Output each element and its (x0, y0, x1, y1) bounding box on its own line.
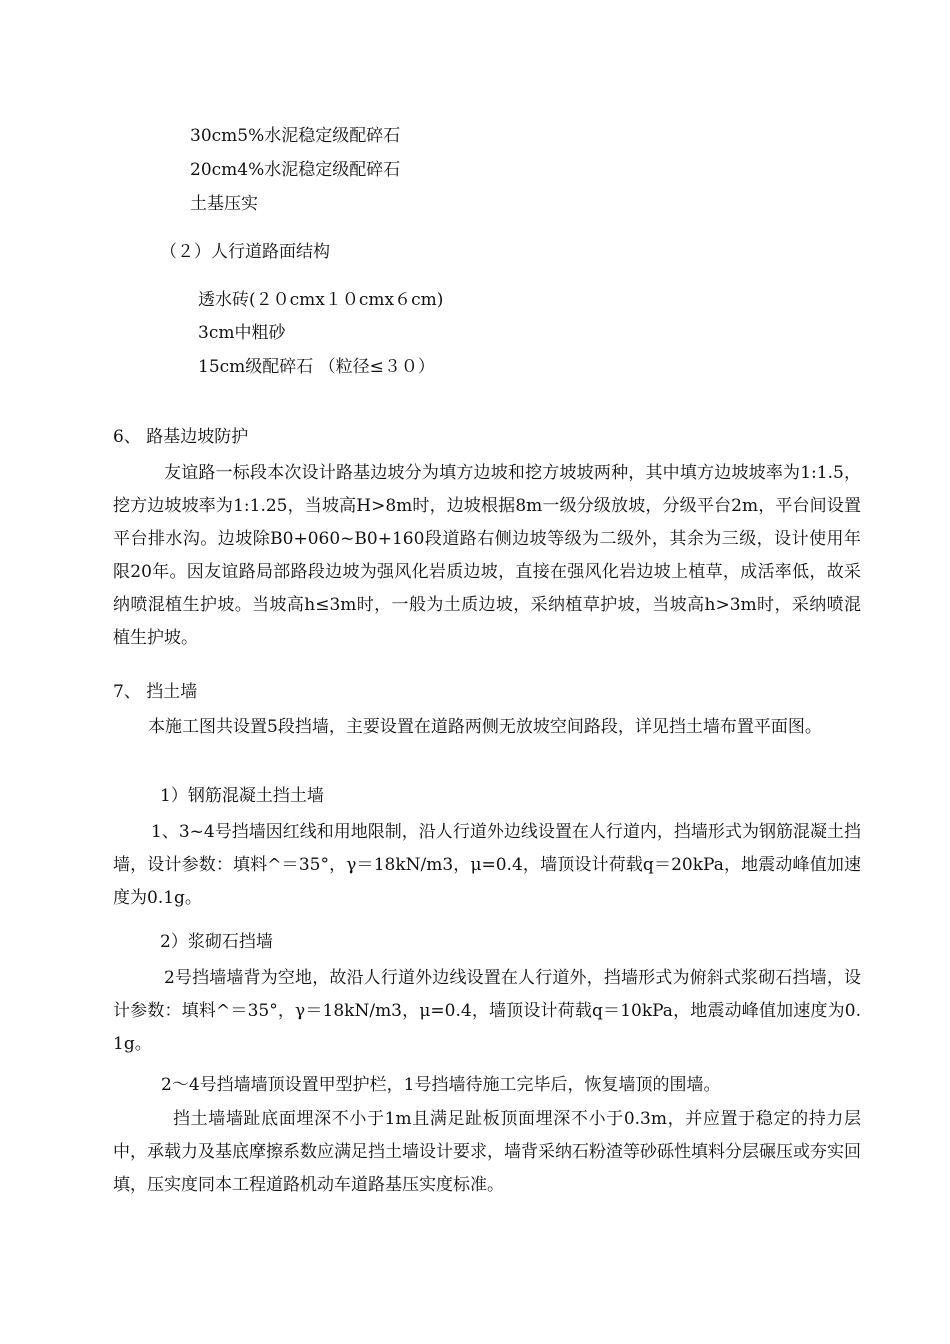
section-6-heading: 6、 路基边坡防护 (113, 427, 249, 447)
subsection-2-paragraph: 2号挡墙墙背为空地，故沿人行道外边线设置在人行道外，挡墙形式为俯斜式浆砌石挡墙，设计参数：填料^＝35°，γ＝18kN/m3，μ=0.4，墙顶设计荷载q＝10kPa，地震动峰值加速度为0.1g。 (113, 968, 861, 1054)
sidewalk-layer-3: 15cm级配碎石 （粒径≤３０） (198, 357, 435, 377)
pavement-layer-2: 20cm4%水泥稳定级配碎石 (190, 160, 401, 180)
section-7-heading: 7、 挡土墙 (113, 682, 198, 702)
guardrail-note: 2～4号挡墙墙顶设置甲型护栏，1号挡墙待施工完毕后，恢复墙顶的围墙。 (161, 1075, 721, 1095)
sidewalk-layer-2: 3cm中粗砂 (198, 323, 286, 343)
subsection-1-paragraph: 1、3~4号挡墙因红线和用地限制，沿人行道外边线设置在人行道内，挡墙形式为钢筋混凝土挡墙，设计参数：填料^＝35°，γ＝18kN/m3，μ=0.4，墙顶设计荷载q＝20kPa，地震动峰值加速度为0.1g。 (113, 822, 861, 908)
pavement-layer-1: 30cm5%水泥稳定级配碎石 (190, 126, 401, 146)
sidewalk-layer-1: 透水砖(２０cmx１０cmx６cm) (198, 290, 444, 310)
section-6-paragraph: 友谊路一标段本次设计路基边坡分为填方边坡和挖方坡坡两种，其中填方边坡坡率为1:1.5，挖方边坡坡率为1:1.25，当坡高H>8m时，边坡根据8m一级分级放坡，分级平台2m，平台间设置平台排水沟。边坡除B0+060~B0+160段道路右侧边坡等级为二级外，其余为三级，设计使用年限20年。因友谊路局部路段边坡为强风化岩质边坡，直接在强风化岩边坡上植草，成活率低，故采纳喷混植生护坡。当坡高h≤3m时，一般为土质边坡，采纳植草护坡，当坡高h>3m时，采纳喷混植生护坡。 (113, 463, 861, 648)
sidewalk-structure-heading: （２）人行道路面结构 (160, 242, 330, 262)
subsection-2-heading: 2）浆砌石挡墙 (160, 932, 273, 952)
section-7-intro: 本施工图共设置5段挡墙，主要设置在道路两侧无放坡空间路段，详见挡土墙布置平面图。 (148, 717, 822, 737)
foundation-paragraph: 挡土墙墙趾底面埋深不小于1m且满足趾板顶面埋深不小于0.3m，并应置于稳定的持力层中，承载力及基底摩擦系数应满足挡土墙设计要求，墙背采纳石粉渣等砂砾性填料分层碾压或夯实回填，压实度同本工程道路机动车道路基压实度标准。 (113, 1109, 861, 1195)
subsection-1-heading: 1）钢筋混凝土挡土墙 (160, 786, 324, 806)
pavement-layer-3: 土基压实 (190, 194, 258, 214)
